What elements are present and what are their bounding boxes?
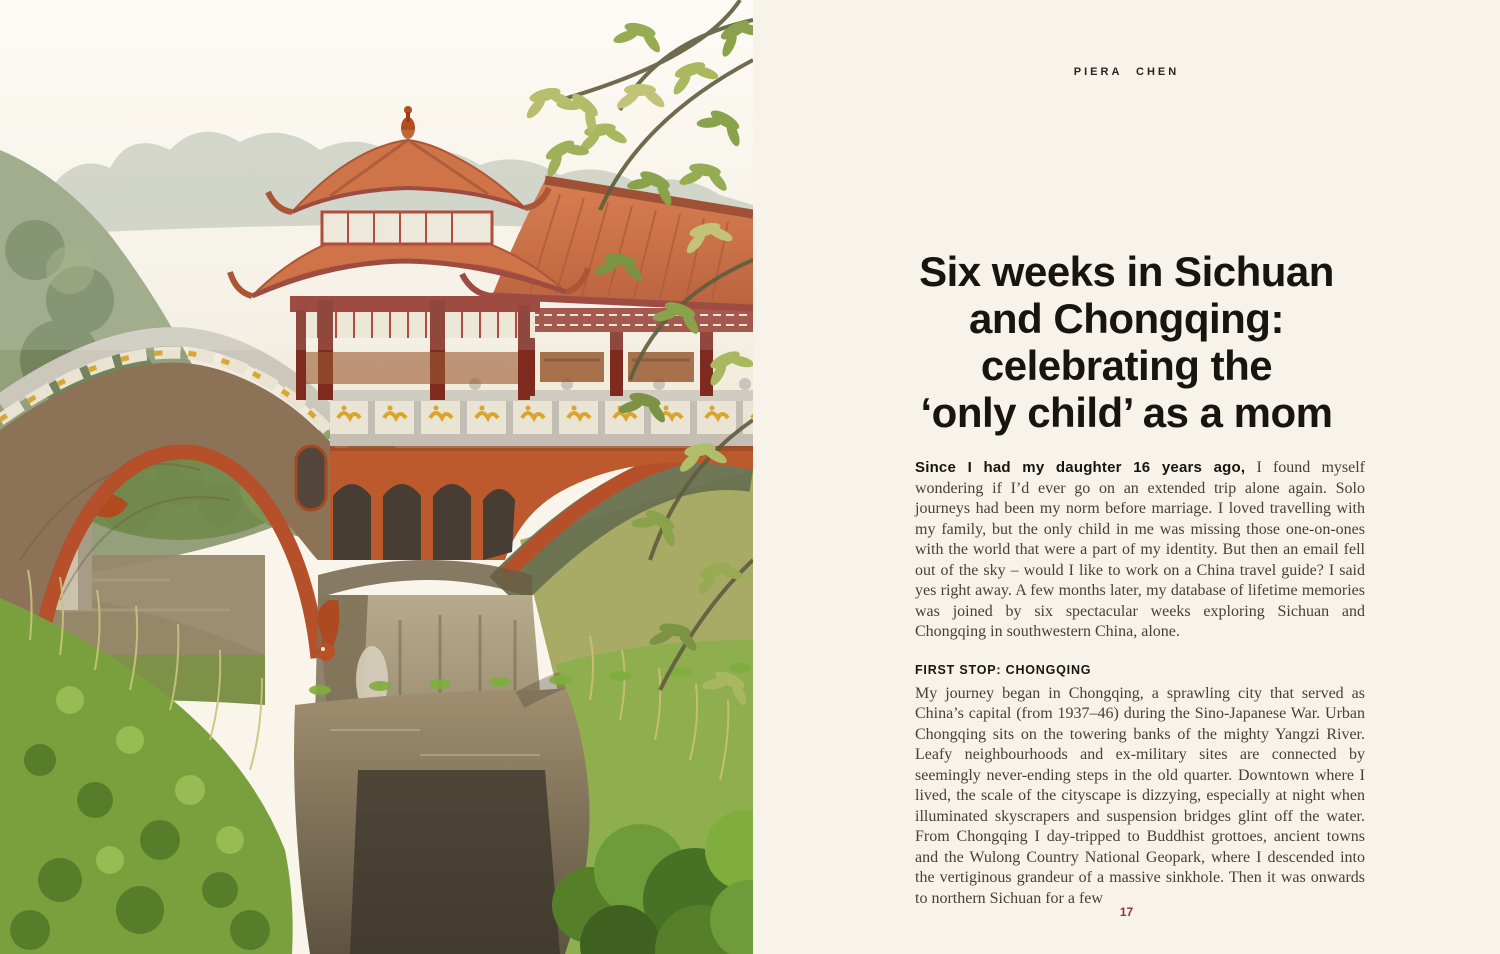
title-line-4: ‘only child’ as a mom	[920, 389, 1333, 437]
right-page	[753, 0, 1500, 954]
body-column	[915, 458, 1365, 909]
chapter-title	[753, 248, 1500, 436]
section-heading: FIRST STOP: CHONGQING	[915, 662, 1092, 677]
intro-paragraph	[915, 458, 1365, 643]
page-number: 17	[1119, 905, 1134, 919]
mist-overlay	[0, 130, 753, 350]
intro-text: I found myself wondering if I’d ever go on an extended trip alone again. Solo journeys had been my norm before marriage. I loved travelling with my family, but the only child in me was missing those one-on-ones with the world that were a part of my identity. But then an email fell out of the sky – would I like to work on a China travel guide? I said yes right away. A few months later, my database of lifetime memories was joined by six spectacular weeks exploring Sichuan and Chongqing in southwestern China, alone.	[915, 459, 1366, 640]
intro-lead: Since I had my daughter 16 years ago,	[915, 459, 1246, 476]
author-name: PIERA CHEN	[1073, 66, 1180, 78]
title-line-1: Six weeks in Sichuan	[919, 248, 1334, 296]
section-paragraph: My journey began in Chongqing, a sprawling city that served as China’s capital (from 1937–46) during the Sino-Japanese War. Urban Chongqing sits on the towering banks of the mighty Yangzi River. Leafy neighbourhoods and ex-military sites are connected by seemingly never-ending steps in the old quarter. Downtown where I lived, the scale of the cityscape is dizzying, especially at night when illuminated skyscrapers and suspension bridges glint off the water. From Chongqing I day-tripped to Buddhist grottoes, ancient towns and the Wulong Country National Geopark, where I descended into the vertiginous grandeur of a massive sinkhole. Then it was onwards to northern Sichuan for a few	[915, 684, 1365, 907]
title-line-2: and Chongqing:	[969, 295, 1284, 343]
title-line-3: celebrating the	[980, 342, 1273, 390]
